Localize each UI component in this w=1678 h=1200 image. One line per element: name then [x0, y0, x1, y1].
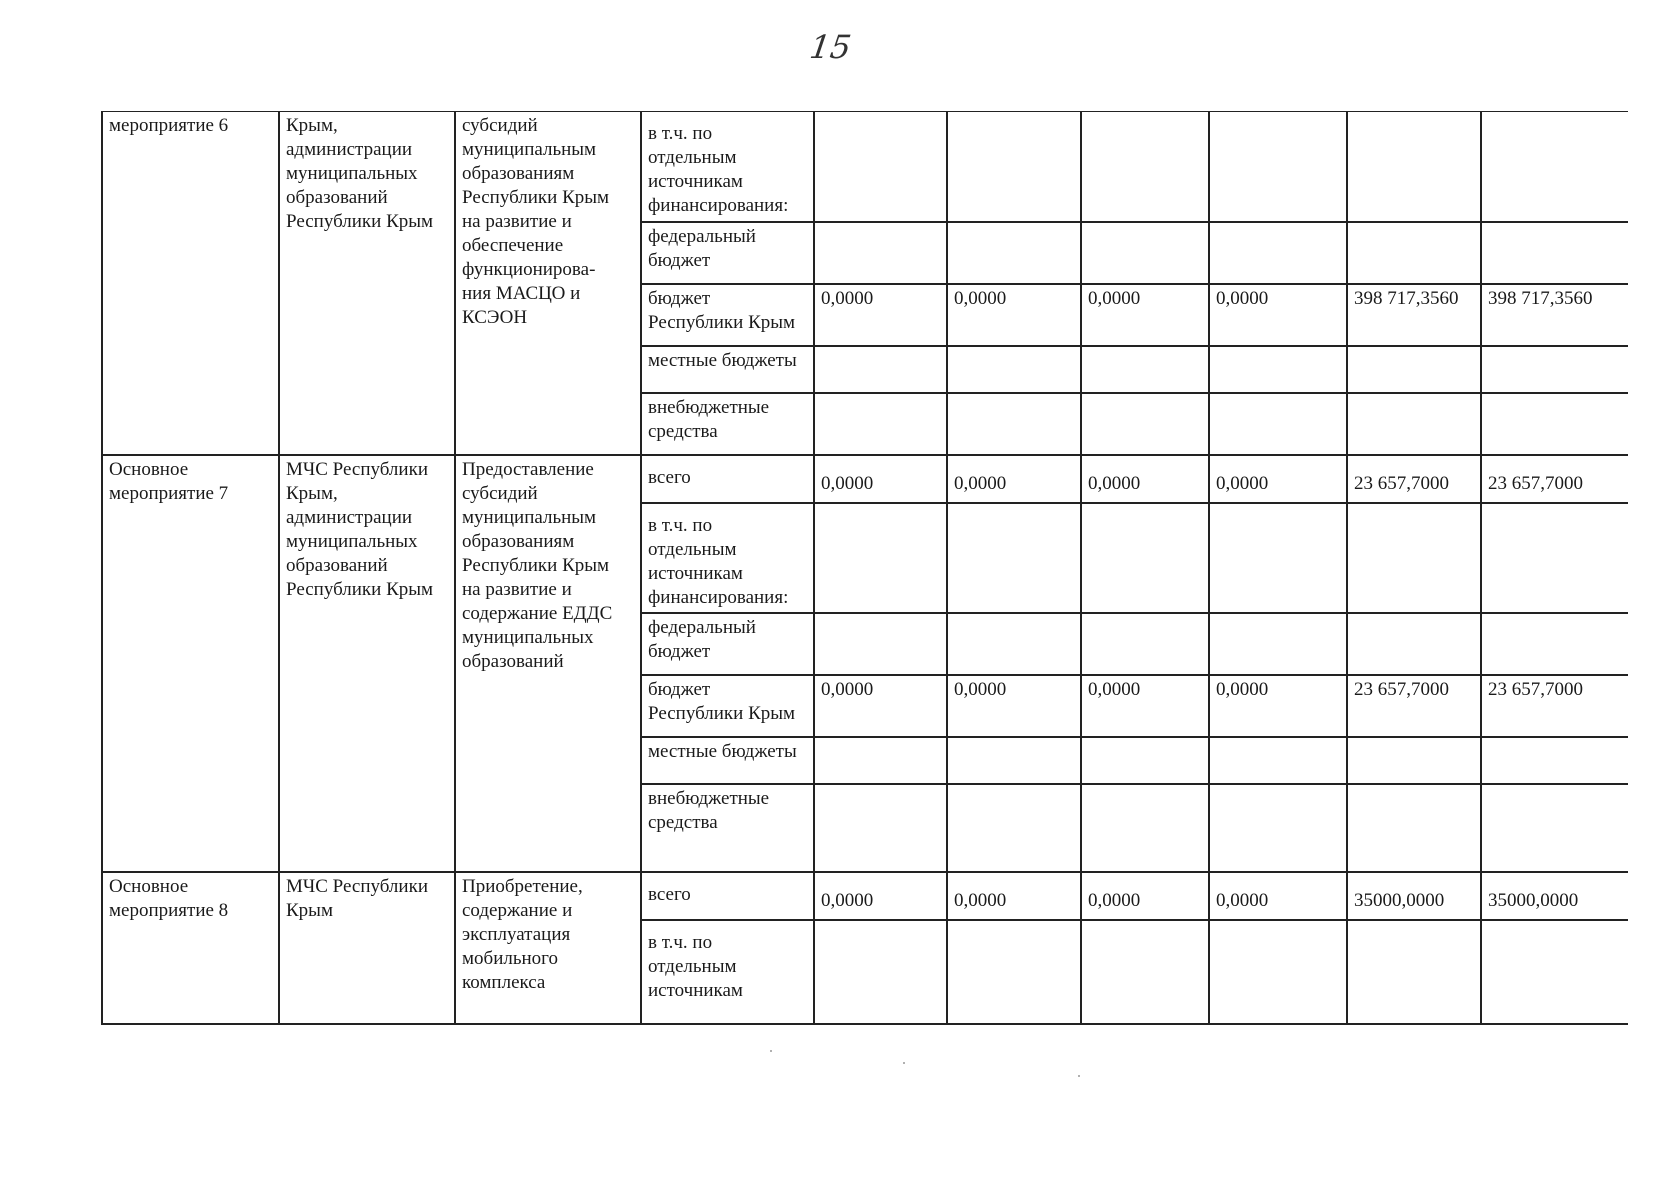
value-cell: 23 657,7000: [1347, 455, 1481, 503]
description-cell-text: субсидий муниципальным образованиям Республики Крым на развитие и обеспечение функционирова- ния МАСЦО и КСЭОН: [462, 115, 610, 328]
value-cell: 23 657,7000: [1481, 455, 1628, 503]
value-cell: 0,0000: [947, 872, 1081, 920]
value-cell: [947, 920, 1081, 1024]
executor-cell-text: Крым, администрации муниципальных образований Республики Крым: [286, 115, 434, 232]
scan-speck: [1078, 1075, 1080, 1077]
value-cell: [1209, 784, 1347, 872]
value-cell: 0,0000: [1209, 284, 1347, 346]
page-number: 15: [807, 28, 854, 66]
value-cell: [947, 346, 1081, 393]
funding-source-label: в т.ч. по отдельным источникам финансирования:: [648, 123, 789, 216]
value-cell: [814, 346, 947, 393]
value-cell: [1481, 393, 1628, 455]
value-cell: [1081, 920, 1209, 1024]
funding-source-label: местные бюджеты: [648, 349, 797, 371]
value-cell: [814, 737, 947, 784]
value-cell: 0,0000: [1081, 455, 1209, 503]
value-cell: [814, 393, 947, 455]
value-cell: 0,0000: [1209, 675, 1347, 737]
table-row: [102, 455, 1628, 503]
funding-source-cell: [641, 920, 814, 1024]
event-cell: [102, 112, 279, 455]
description-cell: [455, 455, 641, 872]
value-cell: [947, 222, 1081, 284]
funding-source-cell: [641, 784, 814, 872]
funding-source-cell: [641, 284, 814, 346]
value-cell: [1347, 784, 1481, 872]
value-cell: [1481, 503, 1628, 613]
value-cell: [1347, 737, 1481, 784]
funding-source-cell: [641, 112, 814, 222]
value-cell: 398 717,3560: [1347, 284, 1481, 346]
value-cell: [947, 112, 1081, 222]
executor-cell: [279, 872, 455, 1024]
value-cell: [1347, 920, 1481, 1024]
table-row: [102, 872, 1628, 920]
value-cell: [814, 613, 947, 675]
executor-cell-text: МЧС Республики Крым, администрации муниципальных образований Республики Крым: [286, 458, 434, 600]
executor-cell: [279, 112, 455, 455]
funding-source-cell: [641, 222, 814, 284]
value-cell: [947, 737, 1081, 784]
value-cell: 0,0000: [1081, 872, 1209, 920]
funding-source-cell: [641, 346, 814, 393]
funding-source-label: федеральный бюджет: [648, 616, 756, 662]
value-cell: [1347, 503, 1481, 613]
value-cell: [1209, 503, 1347, 613]
value-cell: [1209, 222, 1347, 284]
funding-source-cell: [641, 613, 814, 675]
funding-source-cell: [641, 503, 814, 613]
funding-source-label: бюджет Республики Крым: [648, 678, 796, 724]
value-cell: [1081, 222, 1209, 284]
value-cell: [814, 503, 947, 613]
value-cell: [1081, 613, 1209, 675]
value-cell: [1481, 784, 1628, 872]
value-cell: 35000,0000: [1347, 872, 1481, 920]
value-cell: [1209, 737, 1347, 784]
value-cell: 23 657,7000: [1347, 675, 1481, 737]
value-cell: [1481, 346, 1628, 393]
value-cell: 0,0000: [1081, 675, 1209, 737]
value-cell: [1081, 393, 1209, 455]
value-cell: [1081, 737, 1209, 784]
value-cell: [1209, 920, 1347, 1024]
funding-source-label: бюджет Республики Крым: [648, 287, 796, 333]
value-cell: 0,0000: [947, 455, 1081, 503]
value-cell: [1209, 393, 1347, 455]
value-cell: 0,0000: [1081, 284, 1209, 346]
value-cell: [1481, 222, 1628, 284]
funding-source-label: внебюджетные средства: [648, 787, 770, 833]
event-cell-text: мероприятие 6: [109, 115, 229, 136]
table-row: [102, 112, 1628, 222]
value-cell: 398 717,3560: [1481, 284, 1628, 346]
value-cell: 35000,0000: [1481, 872, 1628, 920]
executor-cell: [279, 455, 455, 872]
funding-source-label: в т.ч. по отдельным источникам финансирования:: [648, 514, 789, 608]
event-cell-text: Основное мероприятие 8: [109, 875, 229, 921]
funding-source-label: всего: [648, 466, 691, 488]
event-cell-text: Основное мероприятие 7: [109, 458, 229, 504]
value-cell: 23 657,7000: [1481, 675, 1628, 737]
value-cell: 0,0000: [814, 675, 947, 737]
value-cell: 0,0000: [814, 284, 947, 346]
value-cell: [1347, 393, 1481, 455]
value-cell: [1081, 112, 1209, 222]
value-cell: [1347, 346, 1481, 393]
value-cell: [947, 393, 1081, 455]
budget-table-body: [102, 112, 1628, 1024]
value-cell: [1081, 346, 1209, 393]
value-cell: 0,0000: [814, 872, 947, 920]
value-cell: [947, 503, 1081, 613]
description-cell: [455, 872, 641, 1024]
value-cell: [1481, 920, 1628, 1024]
funding-source-cell: [641, 675, 814, 737]
funding-source-label: внебюджетные средства: [648, 396, 770, 442]
funding-source-cell: [641, 393, 814, 455]
event-cell: [102, 872, 279, 1024]
value-cell: [814, 784, 947, 872]
description-cell-text: Приобретение, содержание и эксплуатация мобильного комплекса: [462, 875, 583, 993]
value-cell: [1481, 613, 1628, 675]
executor-cell-text: МЧС Республики Крым: [286, 875, 428, 921]
description-cell-text: Предоставление субсидий муниципальным образованиям Республики Крым на развитие и содержание ЕДДС муниципальных образований: [462, 458, 613, 672]
value-cell: [1347, 613, 1481, 675]
value-cell: [814, 222, 947, 284]
description-cell: [455, 112, 641, 455]
value-cell: [947, 784, 1081, 872]
funding-source-label: федеральный бюджет: [648, 225, 756, 271]
value-cell: 0,0000: [947, 675, 1081, 737]
value-cell: [1481, 737, 1628, 784]
value-cell: 0,0000: [1209, 872, 1347, 920]
value-cell: [1347, 112, 1481, 222]
scan-speck: [770, 1050, 772, 1052]
value-cell: [814, 920, 947, 1024]
funding-source-label: всего: [648, 883, 691, 905]
funding-source-label: местные бюджеты: [648, 740, 797, 762]
budget-table: [101, 111, 1628, 1025]
value-cell: [947, 613, 1081, 675]
value-cell: [1481, 112, 1628, 222]
funding-source-cell: [641, 455, 814, 503]
value-cell: [1209, 346, 1347, 393]
funding-source-cell: [641, 872, 814, 920]
value-cell: [1347, 222, 1481, 284]
value-cell: 0,0000: [1209, 455, 1347, 503]
event-cell: [102, 455, 279, 872]
value-cell: [1081, 503, 1209, 613]
funding-source-cell: [641, 737, 814, 784]
value-cell: [814, 112, 947, 222]
funding-source-label: в т.ч. по отдельным источникам: [648, 931, 743, 1001]
value-cell: 0,0000: [947, 284, 1081, 346]
value-cell: [1081, 784, 1209, 872]
value-cell: [1209, 112, 1347, 222]
value-cell: [1209, 613, 1347, 675]
scan-speck: [903, 1062, 905, 1064]
value-cell: 0,0000: [814, 455, 947, 503]
